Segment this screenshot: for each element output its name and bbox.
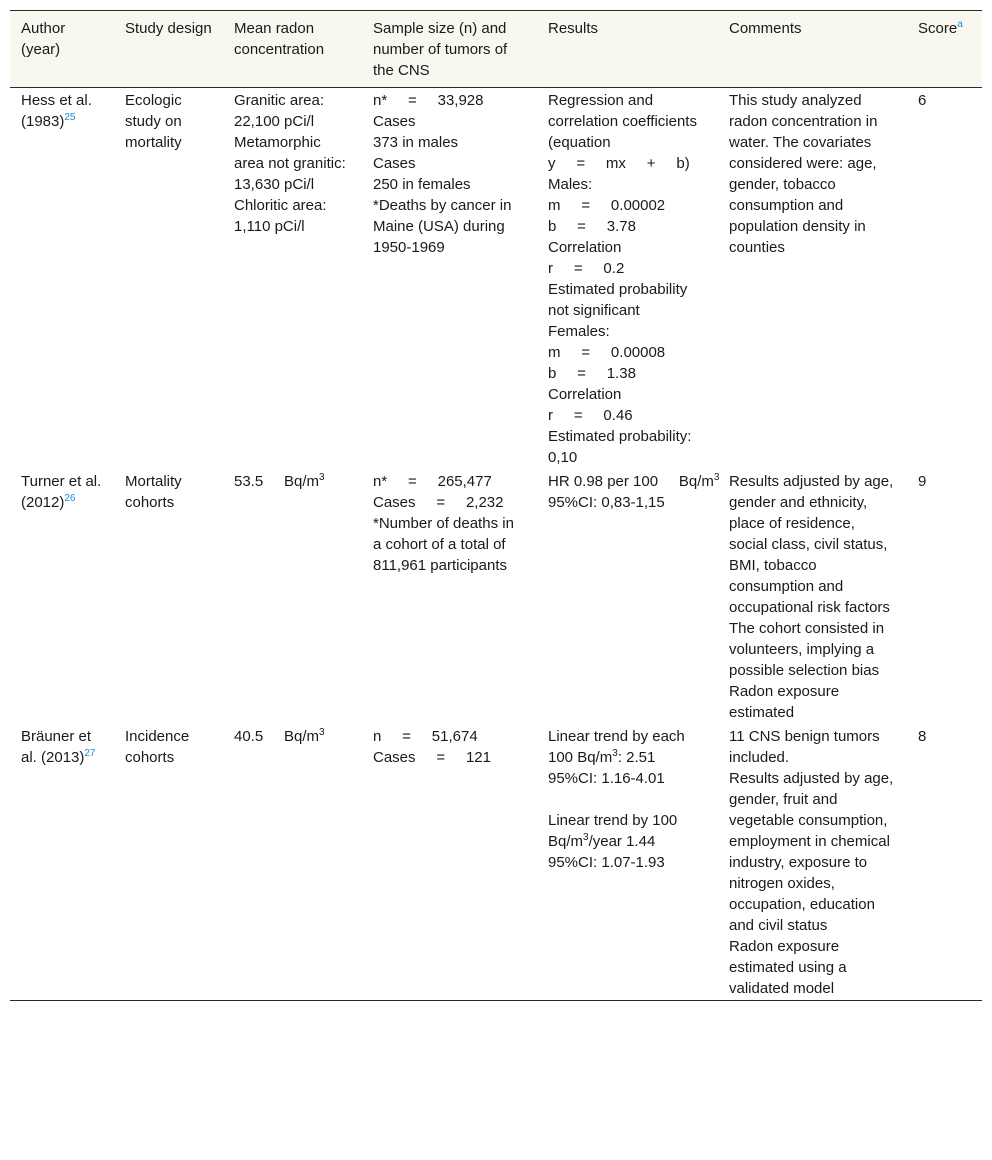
cell-radon [223, 724, 362, 1001]
table-row [10, 724, 982, 1001]
radon-value: 53.5 Bq/m [234, 473, 320, 490]
header-score-label: Score [918, 20, 958, 37]
result-text: /year 1.44 [588, 833, 656, 850]
result-spacer [548, 789, 707, 810]
result-line: m = 0.00008 [548, 344, 666, 361]
comment-line: 11 CNS benign tumors included. [729, 728, 880, 766]
comment-line: The cohort consisted in volunteers, implying a possible selection bias [729, 620, 885, 679]
score-footnote-link[interactable]: a [957, 19, 963, 30]
result-line: Correlation [548, 386, 622, 403]
result-text: HR 0.98 per 100 Bq/m [548, 473, 714, 490]
cell-sample [362, 724, 537, 1001]
cell-author [10, 469, 114, 724]
cell-results [537, 88, 718, 470]
radon-value: 40.5 Bq/m [234, 728, 320, 745]
result-text: Linear trend by 100 Bq/m [548, 812, 678, 850]
cell-design: Mortality cohorts [125, 473, 182, 511]
result-line: Estimated probability: 0,10 [548, 428, 692, 466]
table-row [10, 88, 982, 470]
comment-line: Radon exposure estimated using a validated model [729, 938, 847, 997]
result-line: Correlation [548, 239, 622, 256]
radon-line: Metamorphic area not granitic: 13,630 pCi/l [234, 134, 346, 193]
unit-exponent: 3 [713, 472, 720, 483]
cell-sample [362, 469, 537, 724]
cell-score: 9 [918, 473, 927, 490]
result-line: b = 3.78 [548, 218, 636, 235]
unit-exponent: 3 [612, 748, 618, 759]
header-sample: Sample size (n) and number of tumors of the CNS [373, 20, 508, 79]
sample-line: 373 in males [373, 134, 459, 151]
result-line: Females: [548, 323, 610, 340]
sample-line: Cases [373, 155, 416, 172]
sample-line: *Number of deaths in a cohort of a total of 811,961 participants [373, 515, 514, 574]
author-name: Turner et al. (2012) [21, 473, 102, 511]
result-line [548, 810, 707, 852]
comment-line: Radon exposure estimated [729, 683, 840, 721]
studies-table [10, 10, 982, 1001]
header-row [10, 11, 982, 88]
author-name: Hess et al. (1983) [21, 92, 92, 130]
result-line: m = 0.00002 [548, 197, 666, 214]
result-text: : 2.51 [617, 749, 656, 766]
cell-comments [718, 469, 907, 724]
sample-line: Cases = 121 [373, 749, 491, 766]
unit-exponent: 3 [319, 727, 325, 738]
result-text: Linear trend by each 100 Bq/m [548, 728, 685, 766]
radon-line: Chloritic area: 1,110 pCi/l [234, 197, 327, 235]
radon-line: Granitic area: 22,100 pCi/l [234, 92, 325, 130]
cell-comments [718, 88, 907, 470]
header-comments: Comments [729, 20, 802, 37]
cell-design: Incidence cohorts [125, 728, 190, 766]
cell-score: 8 [918, 728, 927, 745]
cell-design: Ecologic study on mortality [125, 92, 182, 151]
result-line: r = 0.46 [548, 407, 633, 424]
header-score [907, 11, 982, 88]
cell-results [537, 469, 718, 724]
comment-line: Results adjusted by age, gender, fruit and vegetable consumption, employment in chemical industry, exposure to nitrogen oxides, occupation, education and civil status [729, 770, 894, 934]
sample-line: *Deaths by cancer in Maine (USA) during 1950-1969 [373, 197, 512, 256]
author-name: Bräuner et al. (2013) [21, 728, 92, 766]
header-author: Author (year) [21, 20, 66, 58]
header-design: Study design [125, 20, 212, 37]
comment-line: This study analyzed radon concentration in water. The covariates considered were: age, gender, tobacco consumption and population density in counties [729, 92, 878, 256]
result-line [548, 471, 720, 492]
sample-line: n* = 33,928 [373, 92, 484, 109]
result-line: 95%CI: 0,83-1,15 [548, 494, 665, 511]
result-line: 95%CI: 1.16-4.01 [548, 770, 665, 787]
reference-link[interactable]: 27 [84, 748, 96, 759]
sample-line: n* = 265,477 [373, 473, 492, 490]
reference-link[interactable]: 25 [64, 112, 76, 123]
result-line: b = 1.38 [548, 365, 636, 382]
result-line [548, 726, 707, 768]
header-results: Results [548, 20, 599, 37]
cell-results [537, 724, 718, 1001]
unit-exponent: 3 [319, 472, 325, 483]
table-row [10, 469, 982, 724]
unit-exponent: 3 [583, 832, 589, 843]
header-radon: Mean radon concentration [234, 20, 325, 58]
cell-author [10, 724, 114, 1001]
cell-comments [718, 724, 907, 1001]
cell-sample [362, 88, 537, 470]
cell-score: 6 [918, 92, 927, 109]
result-line: 95%CI: 1.07-1.93 [548, 854, 665, 871]
sample-line: 250 in females [373, 176, 471, 193]
result-line: Regression and correlation coefficients (equation [548, 92, 697, 151]
result-line: Males: [548, 176, 593, 193]
sample-line: n = 51,674 [373, 728, 478, 745]
result-line: r = 0.2 [548, 260, 625, 277]
cell-author [10, 88, 114, 470]
reference-link[interactable]: 26 [64, 493, 76, 504]
sample-line: Cases [373, 113, 416, 130]
result-line: Estimated probability not significant [548, 281, 688, 319]
cell-radon [223, 88, 362, 470]
cell-radon [223, 469, 362, 724]
comment-line: Results adjusted by age, gender and ethnicity, place of residence, social class, civil status, BMI, tobacco consumption and occupational risk factors [729, 473, 894, 616]
sample-line: Cases = 2,232 [373, 494, 504, 511]
result-line: y = mx + b) [548, 155, 690, 172]
